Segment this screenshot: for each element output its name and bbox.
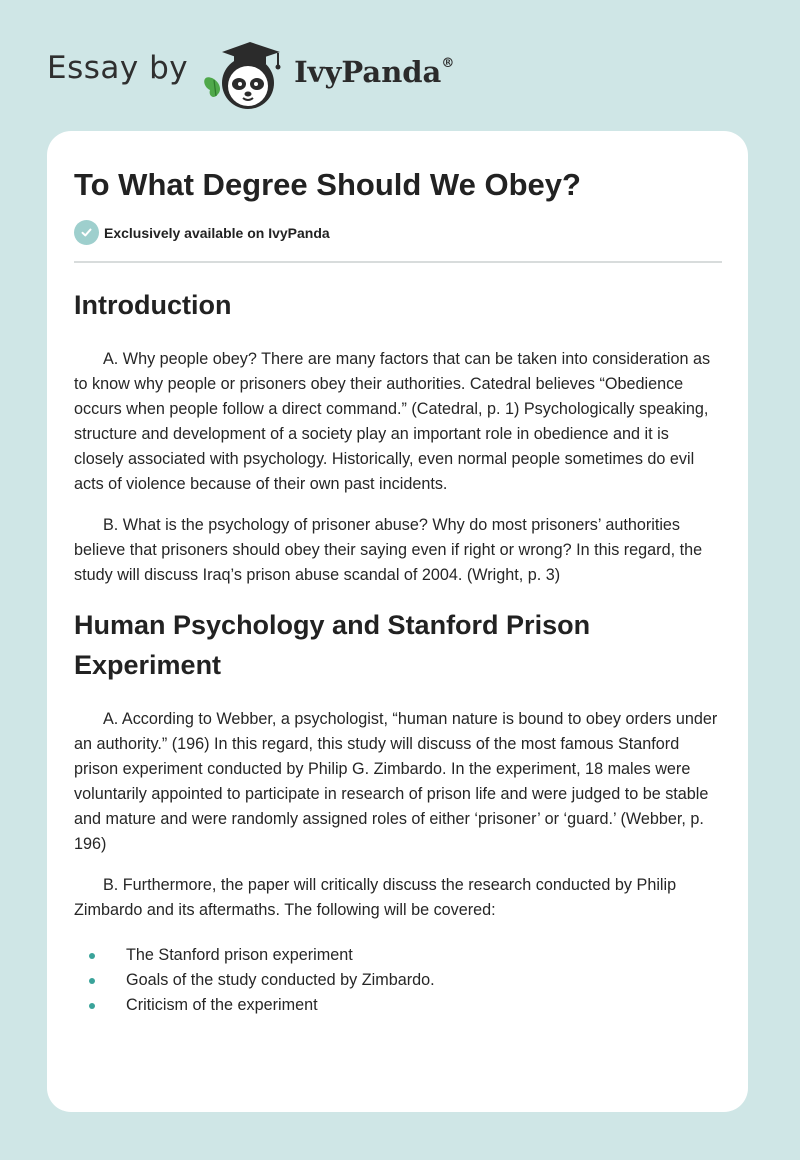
check-icon xyxy=(74,220,99,245)
exclusive-badge xyxy=(74,220,722,245)
title-divider xyxy=(74,261,722,263)
brand-header xyxy=(47,34,454,114)
section-heading-introduction: Introduction xyxy=(74,290,232,320)
list-item-text: Goals of the study conducted by Zimbardo. xyxy=(126,971,435,989)
paragraph: A. According to Webber, a psychologist, “human nature is bound to obey orders under an authority.” (196) In this regard, this study will discuss of the most famous Stanford prison experiment conducted by Philip G. Zimbardo. In the experiment, 18 males were voluntarily appointed to participate in research of prison life and were judged to be stable and mature and were randomly assigned roles of either ‘prisoner’ or ‘guard.’ (Webber, p. 196) xyxy=(74,710,718,853)
brand-prefix: Essay by xyxy=(47,50,189,86)
list-item-text: Criticism of the experiment xyxy=(126,996,318,1014)
panda-graduate-icon xyxy=(200,34,292,114)
paragraph: B. What is the psychology of prisoner abuse? Why do most prisoners’ authorities believe that prisoners should obey their saying even if right or wrong? In this regard, the study will discuss Iraq’s prison abuse scandal of 2004. (Wright, p. 3) xyxy=(74,516,703,584)
list-item xyxy=(74,968,722,993)
brand-name: IvyPanda® xyxy=(294,55,455,89)
page-title: To What Degree Should We Obey? xyxy=(74,167,581,202)
list-item-text: The Stanford prison experiment xyxy=(126,946,353,964)
bullet-list xyxy=(74,943,722,1018)
list-item xyxy=(74,993,722,1018)
article-card xyxy=(47,131,748,1112)
section-heading-human-psychology: Human Psychology and Stanford Prison Experiment xyxy=(74,610,591,680)
bullet-dot-icon xyxy=(89,1003,95,1009)
paragraph: B. Furthermore, the paper will critically discuss the research conducted by Philip Zimbardo and its aftermaths. The following will be covered: xyxy=(74,876,677,919)
paragraph: A. Why people obey? There are many factors that can be taken into consideration as to know why people or prisoners obey their authorities. Catedral believes “Obedience occurs when people follow a direct command.” (Catedral, p. 1) Psychologically speaking, structure and development of a society play an important role in obedience and it is closely associated with psychology. Historically, even normal people sometimes do evil acts of violence because of their own past incidents. xyxy=(74,350,711,493)
list-item xyxy=(74,943,722,968)
bullet-dot-icon xyxy=(89,953,95,959)
badge-text: Exclusively available on IvyPanda xyxy=(104,224,330,241)
bullet-dot-icon xyxy=(89,978,95,984)
